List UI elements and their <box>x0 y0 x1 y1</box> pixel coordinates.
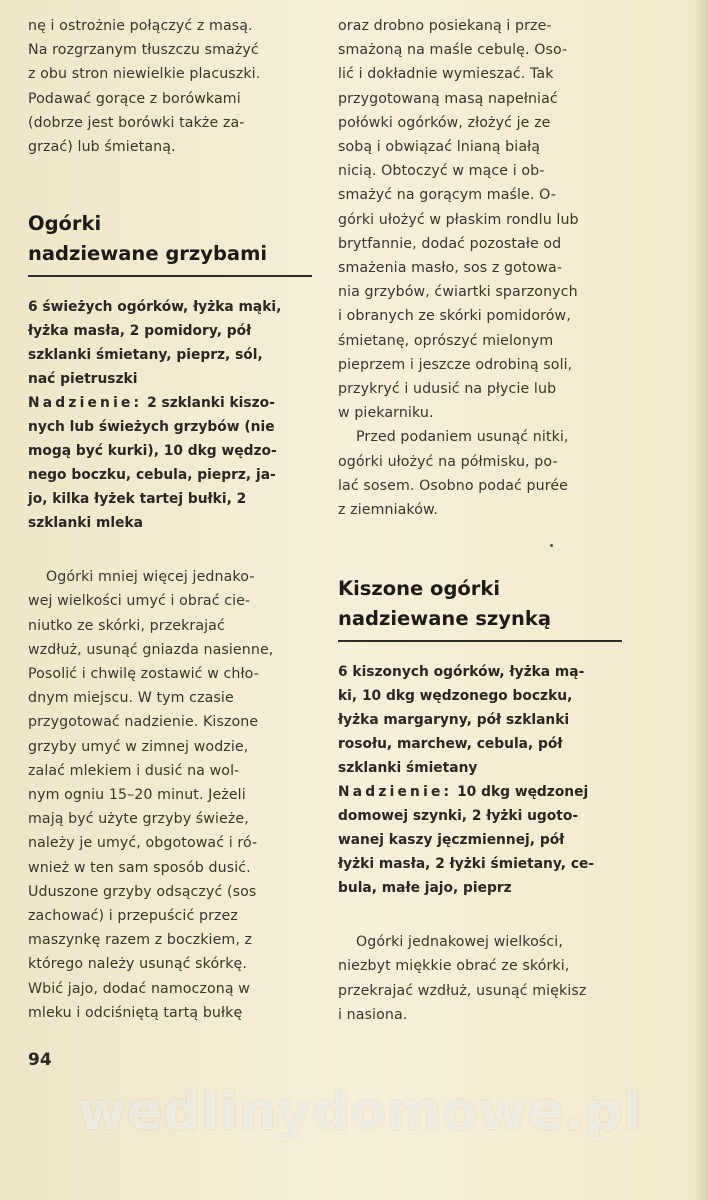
text-line: niutko ze skórki, przekrajać <box>28 617 225 634</box>
text-line: zachować) i przepuścić przez <box>28 908 238 925</box>
text-line: pieprzem i jeszcze odrobiną soli, <box>338 356 573 373</box>
text-line: górki ułożyć w płaskim rondlu lub <box>338 211 579 228</box>
serving-paragraph <box>338 425 622 522</box>
text-line: mogą być kurki), 10 dkg wędzo- <box>28 443 277 460</box>
text-line: (dobrze jest borówki także za- <box>28 114 245 131</box>
text-line: szklanki mleka <box>28 515 143 532</box>
text-line: zalać mlekiem i dusić na wol- <box>28 762 240 779</box>
text-line: wanej kaszy jęczmiennej, pół <box>338 832 565 849</box>
text-line: i nasiona. <box>338 1006 408 1023</box>
text-line: szklanki śmietany <box>338 760 478 777</box>
text-line: nać pietruszki <box>28 371 138 388</box>
text-line: jo, kilka łyżek tartej bułki, 2 <box>28 491 247 508</box>
text-line: smażyć na gorącym maśle. O- <box>338 187 556 204</box>
text-line: nych lub świeżych grzybów (nie <box>28 419 275 436</box>
text-line: lić i dokładnie wymieszać. Tak <box>338 66 554 83</box>
text-line: Na rozgrzanym tłuszczu smażyć <box>28 42 259 59</box>
text-line: maszynkę razem z boczkiem, z <box>28 932 253 949</box>
filling-line <box>28 391 312 415</box>
title-line: Kiszone ogórki <box>338 577 501 601</box>
text-line: wzdłuż, usunąć gniazda nasienne, <box>28 641 274 658</box>
page-edge-shadow <box>694 0 708 1200</box>
text-line: smażoną na maśle cebulę. Oso- <box>338 42 568 59</box>
text-line: mają być użyte grzyby świeże, <box>28 811 249 828</box>
text-line: lać sosem. Osobno podać purée <box>338 477 568 494</box>
text-line: sobą i obwiązać lnianą białą <box>338 139 541 156</box>
text-line: ogórki ułożyć na półmisku, po- <box>338 453 558 470</box>
text-line: należy je umyć, obgotować i ró- <box>28 835 258 852</box>
ingredients-list <box>338 660 622 900</box>
text-line: przykryć i udusić na płycie lub <box>338 381 557 398</box>
ingredients-list <box>28 295 312 535</box>
text-line: łyżka masła, 2 pomidory, pół <box>28 323 252 340</box>
text-line: i obranych ze skórki pomidorów, <box>338 308 571 325</box>
filling-text: 10 dkg wędzonej <box>452 784 589 801</box>
print-speck <box>550 544 553 547</box>
watermark: wedlinydomowe.pl <box>77 1082 643 1142</box>
text-line: 6 kiszonych ogórków, łyżka mą- <box>338 664 585 681</box>
text-line: dnym miejscu. W tym czasie <box>28 690 234 707</box>
text-line: z ziemniaków. <box>338 502 439 519</box>
method-paragraph <box>28 565 312 1025</box>
continuation-paragraph <box>338 14 622 425</box>
filling-line <box>338 780 622 804</box>
text-line: Posolić i chwilę zostawić w chło- <box>28 666 259 683</box>
text-line: rosołu, marchew, cebula, pół <box>338 736 563 753</box>
text-line: mleku i odciśniętą tartą bułkę <box>28 1004 243 1021</box>
title-line: nadziewane szynką <box>338 607 552 631</box>
text-line: śmietanę, oprószyć mielonym <box>338 332 554 349</box>
text-line: Uduszone grzyby odsączyć (sos <box>28 883 257 900</box>
text-line: grzyby umyć w zimnej wodzie, <box>28 738 249 755</box>
text-line: oraz drobno posiekaną i prze- <box>338 18 552 34</box>
intro-paragraph <box>28 14 312 159</box>
text-line: przygotować nadzienie. Kiszone <box>28 714 259 731</box>
text-line: łyżki masła, 2 łyżki śmietany, ce- <box>338 856 595 873</box>
text-line: nego boczku, cebula, pieprz, ja- <box>28 467 276 484</box>
text-line: grzać) lub śmietaną. <box>28 139 176 156</box>
text-line: bula, małe jajo, pieprz <box>338 880 512 897</box>
text-line: połówki ogórków, złożyć je ze <box>338 114 551 131</box>
text-line: niezbyt miękkie obrać ze skórki, <box>338 958 570 975</box>
text-line: w piekarniku. <box>338 405 434 422</box>
text-line: szklanki śmietany, pieprz, sól, <box>28 347 263 364</box>
right-column <box>338 14 622 1027</box>
text-line: nym ogniu 15–20 minut. Jeżeli <box>28 787 246 804</box>
method-paragraph <box>338 930 622 1027</box>
text-line: Przed podaniem usunąć nitki, <box>356 429 569 446</box>
page-number: 94 <box>28 1050 52 1070</box>
recipe-title-kiszone-szynka <box>338 574 622 634</box>
recipe-title-ogorki-grzybami <box>28 209 312 269</box>
text-line: wnież w ten sam sposób dusić. <box>28 859 251 876</box>
filling-label: Nadzienie: <box>338 784 453 801</box>
text-line: wej wielkości umyć i obrać cie- <box>28 593 251 610</box>
left-column <box>28 14 312 1025</box>
filling-label: Nadzienie: <box>28 395 143 412</box>
title-line: nadziewane grzybami <box>28 242 268 266</box>
text-line: Ogórki jednakowej wielkości, <box>356 934 563 951</box>
filling-text: 2 szklanki kiszo- <box>142 395 275 412</box>
text-line: Podawać gorące z borówkami <box>28 90 241 107</box>
text-line: nicią. Obtoczyć w mące i ob- <box>338 163 545 180</box>
text-line: domowej szynki, 2 łyżki ugoto- <box>338 808 579 825</box>
text-line: nia grzybów, ćwiartki sparzonych <box>338 284 578 301</box>
text-line: 6 świeżych ogórków, łyżka mąki, <box>28 299 282 316</box>
text-line: brytfannie, dodać pozostałe od <box>338 235 562 252</box>
text-line: ki, 10 dkg wędzonego boczku, <box>338 688 573 705</box>
text-line: nę i ostrożnie połączyć z masą. <box>28 18 253 34</box>
text-line: przekrajać wzdłuż, usunąć miękisz <box>338 982 587 999</box>
title-line: Ogórki <box>28 212 102 236</box>
text-line: którego należy usunąć skórkę. <box>28 956 247 973</box>
text-line: przygotowaną masą napełniać <box>338 90 558 107</box>
text-line: smażenia masło, sos z gotowa- <box>338 260 563 277</box>
text-line: łyżka margaryny, pół szklanki <box>338 712 570 729</box>
text-line: z obu stron niewielkie placuszki. <box>28 66 261 83</box>
text-line: Ogórki mniej więcej jednako- <box>46 569 255 586</box>
text-line: Wbić jajo, dodać namoczoną w <box>28 980 250 997</box>
